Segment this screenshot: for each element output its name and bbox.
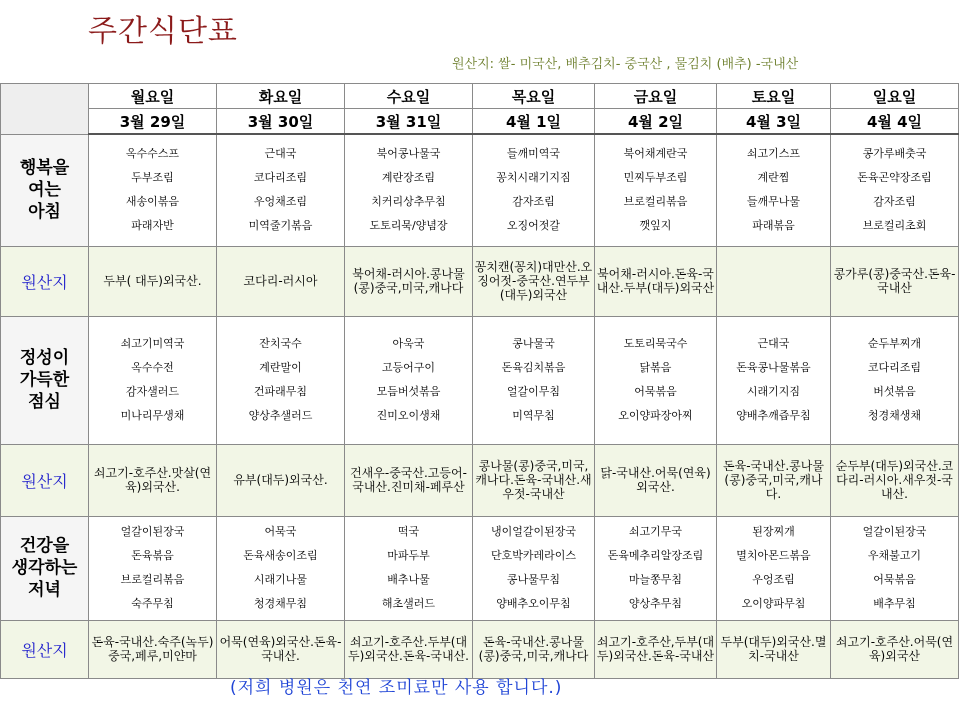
menu-item: 들깨무나물 — [746, 195, 801, 209]
menu-item: 배추나물 — [387, 573, 430, 586]
menu-item: 배추무침 — [873, 597, 916, 610]
menu-item: 오이양파무침 — [741, 597, 806, 610]
weekday-label: 화요일 — [217, 84, 345, 109]
menu-item: 감자샐러드 — [125, 385, 180, 398]
menu-item: 마파두부 — [387, 549, 430, 562]
menu-item: 파래자반 — [131, 219, 174, 233]
origin-row — [1, 246, 959, 316]
menu-item: 브로컬리볶음 — [120, 573, 185, 586]
menu-cell — [217, 134, 345, 246]
menu-cell — [345, 134, 473, 246]
menu-cell — [217, 516, 345, 620]
menu-item: 건파래무침 — [253, 385, 308, 398]
menu-item: 두부조림 — [131, 171, 174, 185]
meal-label — [1, 134, 89, 246]
menu-item: 잔치국수 — [259, 337, 302, 350]
meal-label-line: 저녁 — [28, 580, 61, 600]
weekday-label: 금요일 — [595, 84, 717, 109]
menu-cell — [717, 134, 831, 246]
menu-item: 돈육메추리알장조림 — [607, 549, 704, 562]
origin-cell: 북어채-러시아.콩나물(콩)중국,미국,캐나다 — [345, 246, 473, 316]
menu-item: 우엉채조림 — [253, 195, 308, 209]
origin-cell: 두부( 대두)외국산. — [89, 246, 217, 316]
menu-item: 오징어젓갈 — [506, 219, 561, 233]
menu-item: 도토리묵국수 — [623, 337, 688, 350]
date-label: 4월 3일 — [717, 109, 831, 135]
menu-item: 어묵국 — [264, 525, 297, 538]
menu-item: 얼갈이된장국 — [120, 525, 185, 538]
weekday-label: 월요일 — [89, 84, 217, 109]
meal-row — [1, 134, 959, 246]
menu-item: 멸치아몬드볶음 — [736, 549, 811, 562]
menu-cell — [345, 316, 473, 444]
menu-cell — [595, 316, 717, 444]
menu-item: 쇠고기미역국 — [120, 337, 185, 350]
menu-item: 들깨미역국 — [506, 147, 561, 161]
origin-cell: 쇠고기-호주산.맛살(연육)외국산. — [89, 444, 217, 516]
menu-item: 해초샐러드 — [381, 597, 436, 610]
menu-item: 청경채무침 — [253, 597, 308, 610]
menu-item: 파래볶음 — [752, 219, 795, 233]
origin-cell: 쇠고기-호주산,두부(대두)외국산.돈육-국내산 — [595, 620, 717, 678]
date-label: 3월 30일 — [217, 109, 345, 135]
meal-label-line: 아침 — [28, 202, 61, 222]
menu-cell — [89, 316, 217, 444]
meal-row — [1, 316, 959, 444]
menu-item: 꽁치시래기지짐 — [496, 171, 571, 185]
menu-item: 시래기나물 — [253, 573, 308, 586]
menu-cell — [831, 316, 959, 444]
origin-cell: 코다리-러시아 — [217, 246, 345, 316]
origin-cell: 닭-국내산.어묵(연육)외국산. — [595, 444, 717, 516]
menu-item: 된장찌개 — [752, 525, 795, 538]
menu-cell — [89, 516, 217, 620]
date-header-row — [1, 109, 959, 135]
meal-label-line: 건강을 — [19, 536, 70, 556]
menu-item: 쇠고기스프 — [746, 147, 801, 161]
menu-cell — [89, 134, 217, 246]
origin-cell: 돈육-국내산.콩나물(콩)중국,미국,캐나다 — [473, 620, 595, 678]
menu-item: 단호박카레라이스 — [490, 549, 576, 562]
menu-item: 숙주무침 — [131, 597, 174, 610]
weekday-header-row — [1, 84, 959, 109]
origin-label: 원산지 — [1, 246, 89, 316]
weekday-label: 일요일 — [831, 84, 959, 109]
menu-item: 떡국 — [397, 525, 420, 538]
menu-item: 얼갈이된장국 — [862, 525, 927, 538]
menu-item: 닭볶음 — [639, 361, 672, 374]
origin-label: 원산지 — [1, 444, 89, 516]
meal-label-line: 가득한 — [19, 370, 70, 390]
menu-item: 아욱국 — [392, 337, 425, 350]
menu-item: 돈육콩나물볶음 — [736, 361, 811, 374]
menu-item: 미나리무생채 — [120, 409, 185, 422]
menu-cell — [345, 516, 473, 620]
menu-item: 근대국 — [264, 147, 297, 161]
menu-item: 콩나물국 — [512, 337, 555, 350]
header-corner — [1, 84, 89, 135]
weekly-menu-table — [0, 83, 959, 679]
date-label: 3월 29일 — [89, 109, 217, 135]
menu-cell — [831, 134, 959, 246]
menu-cell — [717, 316, 831, 444]
menu-item: 어묵볶음 — [873, 573, 916, 586]
menu-item: 양상추샐러드 — [248, 409, 313, 422]
meal-label — [1, 316, 89, 444]
meal-row — [1, 516, 959, 620]
menu-item: 돈육볶음 — [131, 549, 174, 562]
page-title: 주간식단표 — [88, 14, 238, 49]
menu-cell — [831, 516, 959, 620]
menu-cell — [473, 134, 595, 246]
menu-item: 민찌두부조림 — [623, 171, 688, 185]
menu-cell — [473, 516, 595, 620]
meal-label — [1, 516, 89, 620]
meal-label-line: 여는 — [28, 180, 61, 200]
menu-item: 옥수수스프 — [125, 147, 180, 161]
menu-cell — [473, 316, 595, 444]
menu-item: 감자조림 — [873, 195, 916, 209]
menu-item: 시래기지짐 — [746, 385, 801, 398]
menu-item: 코다리조림 — [253, 171, 308, 185]
origin-cell: 두부(대두)외국산.멸치-국내산 — [717, 620, 831, 678]
menu-item: 청경채생채 — [867, 409, 922, 422]
date-label: 4월 4일 — [831, 109, 959, 135]
meal-label-line: 행복을 — [19, 158, 70, 178]
origin-cell: 콩가루(콩)중국산.돈육-국내산 — [831, 246, 959, 316]
menu-item: 양배추오이무침 — [496, 597, 571, 610]
menu-item: 마늘쫑무침 — [628, 573, 683, 586]
menu-item: 새송이볶음 — [125, 195, 180, 209]
menu-item: 쇠고기무국 — [628, 525, 683, 538]
menu-item: 양상추무침 — [628, 597, 683, 610]
menu-item: 버섯볶음 — [873, 385, 916, 398]
origin-row — [1, 620, 959, 678]
origin-cell: 북어채-러시아.돈육-국내산.두부(대두)외국산 — [595, 246, 717, 316]
menu-item: 코다리조림 — [867, 361, 922, 374]
origin-cell: 순두부(대두)외국산.코다리-러시아.새우젓-국내산. — [831, 444, 959, 516]
date-label: 4월 1일 — [473, 109, 595, 135]
menu-item: 양배추깨즙무침 — [736, 409, 811, 422]
menu-item: 돈육새송이조림 — [243, 549, 318, 562]
origin-cell: 쇠고기-호주산.두부(대두)외국산.돈육-국내산. — [345, 620, 473, 678]
menu-item: 순두부찌개 — [867, 337, 922, 350]
origin-cell: 꽁치캔(꽁치)대만산.오징어젓-중국산.연두부(대두)외국산 — [473, 246, 595, 316]
origin-row — [1, 444, 959, 516]
meal-label-line: 정성이 — [19, 348, 70, 368]
origin-cell — [717, 246, 831, 316]
menu-item: 우채불고기 — [867, 549, 922, 562]
origin-cell: 콩나물(콩)중국,미국,캐나다.돈육-국내산.새우젓-국내산 — [473, 444, 595, 516]
menu-item: 어묵볶음 — [634, 385, 677, 398]
menu-item: 미역무침 — [512, 409, 555, 422]
rice-kimchi-origin-note: 원산지: 쌀- 미국산, 배추김치- 중국산 , 물김치 (배추) -국내산 — [452, 57, 799, 72]
origin-label: 원산지 — [1, 620, 89, 678]
natural-seasoning-notice: (저희 병원은 천연 조미료만 사용 합니다.) — [230, 678, 563, 698]
origin-cell: 돈육-국내산.콩나물(콩)중국,미국,캐나다. — [717, 444, 831, 516]
menu-item: 계란찜 — [757, 171, 790, 185]
weekday-label: 수요일 — [345, 84, 473, 109]
menu-item: 콩가루배춧국 — [862, 147, 927, 161]
meal-label-line: 생각하는 — [11, 558, 78, 578]
menu-cell — [217, 316, 345, 444]
menu-item: 냉이얼갈이된장국 — [490, 525, 576, 538]
menu-item: 브로컬리볶음 — [623, 195, 688, 209]
menu-item: 미역줄기볶음 — [248, 219, 313, 233]
date-label: 3월 31일 — [345, 109, 473, 135]
menu-item: 고등어구이 — [381, 361, 436, 374]
menu-item: 진미오이생채 — [376, 409, 441, 422]
menu-item: 옥수수전 — [131, 361, 174, 374]
menu-item: 계란말이 — [259, 361, 302, 374]
origin-cell: 건새우-중국산.고등어-국내산.진미채-페루산 — [345, 444, 473, 516]
menu-item: 우엉조림 — [752, 573, 795, 586]
menu-item: 브로컬리초회 — [862, 219, 927, 233]
menu-item: 모듬버섯볶음 — [376, 385, 441, 398]
menu-item: 북어채계란국 — [623, 147, 688, 161]
menu-item: 도토리묵/양념장 — [369, 219, 448, 233]
menu-item: 북어콩나물국 — [376, 147, 441, 161]
menu-item: 오이양파장아찌 — [618, 409, 693, 422]
menu-item: 깻잎지 — [639, 219, 672, 233]
origin-cell: 유부(대두)외국산. — [217, 444, 345, 516]
menu-cell — [595, 134, 717, 246]
meal-label-line: 점심 — [28, 392, 61, 412]
menu-item: 얼갈이무침 — [506, 385, 561, 398]
weekday-label: 목요일 — [473, 84, 595, 109]
menu-item: 계란장조림 — [381, 171, 436, 185]
menu-item: 감자조림 — [512, 195, 555, 209]
menu-item: 콩나물무침 — [506, 573, 561, 586]
date-label: 4월 2일 — [595, 109, 717, 135]
origin-cell: 돈육-국내산.숙주(녹두)중국,페루,미얀마 — [89, 620, 217, 678]
menu-cell — [595, 516, 717, 620]
origin-cell: 어묵(연육)외국산.돈육-국내산. — [217, 620, 345, 678]
menu-item: 돈육김치볶음 — [501, 361, 566, 374]
menu-item: 돈육곤약장조림 — [857, 171, 932, 185]
menu-cell — [717, 516, 831, 620]
weekday-label: 토요일 — [717, 84, 831, 109]
menu-item: 치커리상추무침 — [371, 195, 446, 209]
origin-cell: 쇠고기-호주산.어묵(연육)외국산 — [831, 620, 959, 678]
menu-item: 근대국 — [757, 337, 790, 350]
